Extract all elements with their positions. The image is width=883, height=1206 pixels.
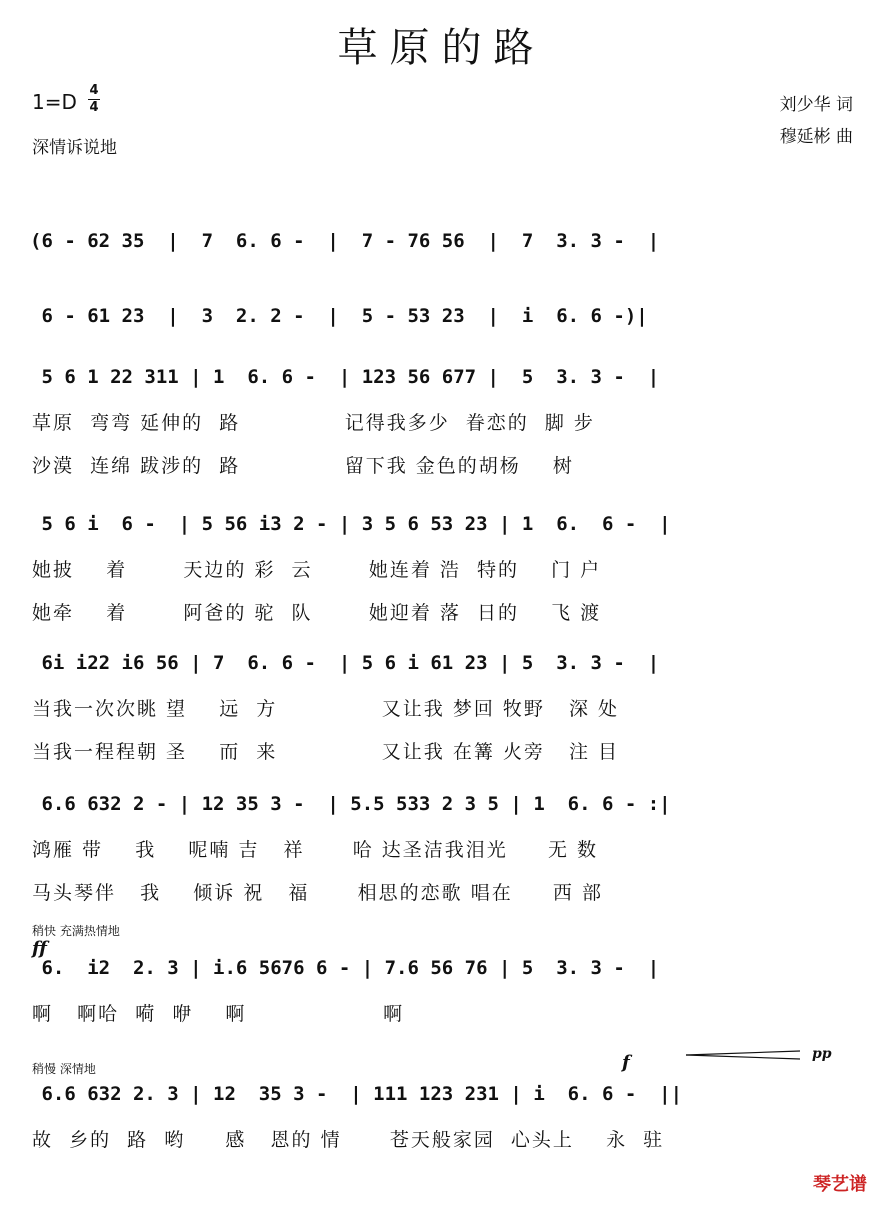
notation-row: 5 6 i 6 - | 5 56 i3 2 - | 3 5 6 53 23 | 1 6. 6 - | (30, 513, 671, 535)
composer-credit: 穆延彬 曲 (779, 127, 853, 147)
lyric-line-verse-1: 鸿雁 带 我 呢喃 吉 祥 哈 达圣洁我泪光 无 数 (32, 839, 599, 861)
notation-row: 5 6 1 22 311 | 1 6. 6 - | 123 56 677 | 5 3. 3 - | (30, 366, 660, 388)
notation-row: 6.6 632 2. 3 | 12 35 3 - | 111 123 231 | i 6. 6 - || (30, 1083, 683, 1105)
dynamic-pp: pp (812, 1046, 832, 1062)
notation-row: 6i i22 i6 56 | 7 6. 6 - | 5 6 i 61 23 | 5 3. 3 - | (30, 652, 660, 674)
lyric-line-verse-1: 啊 啊哈 嗬 咿 啊 啊 (32, 1003, 405, 1025)
tempo-mark-faster: 稍快 充满热情地 (32, 924, 120, 938)
lyric-line-verse-2: 沙漠 连绵 跋涉的 路 留下我 金色的胡杨 树 (32, 455, 574, 477)
tempo-mark-slower: 稍慢 深情地 (32, 1062, 96, 1076)
notation-row: 6.6 632 2 - | 12 35 3 - | 5.5 533 2 3 5 | 1 6. 6 - :| (30, 793, 671, 815)
dynamic-f: f (622, 1052, 630, 1073)
lyric-line-verse-2: 她牵 着 阿爸的 驼 队 她迎着 落 日的 飞 渡 (32, 602, 602, 624)
lyricist-credit: 刘少华 词 (779, 95, 853, 115)
song-title: 草原的路 (337, 25, 546, 71)
notation-row: 6. i2 2. 3 | i.6 5676 6 - | 7.6 56 76 | 5 3. 3 - | (30, 957, 660, 979)
lyric-line-verse-2: 当我一程程朝 圣 而 来 又让我 在篝 火旁 注 目 (32, 741, 620, 763)
expression-mark: 深情诉说地 (32, 138, 117, 158)
lyric-line-verse-1: 她披 着 天边的 彩 云 她连着 浩 特的 门 户 (32, 559, 602, 581)
lyric-line-verse-1: 故 乡的 路 哟 感 恩的 情 苍天般家园 心头上 永 驻 (32, 1129, 665, 1151)
time-sig-top: 4 (89, 83, 99, 98)
key-signature: 1=D (32, 90, 77, 114)
dynamic-ff: ff (32, 938, 47, 959)
lyric-line-verse-1: 草原 弯弯 延伸的 路 记得我多少 眷恋的 脚 步 (32, 412, 595, 434)
notation-row: 6 - 61 23 | 3 2. 2 - | 5 - 53 23 | i 6. 6 -)| (30, 305, 648, 327)
watermark-logo: 琴艺谱 (813, 1174, 867, 1195)
notation-row: (6 - 62 35 | 7 6. 6 - | 7 - 76 56 | 7 3. 3 - | (30, 230, 660, 252)
time-sig-bottom: 4 (89, 100, 99, 115)
lyric-line-verse-2: 马头琴伴 我 倾诉 祝 福 相思的恋歌 唱在 西 部 (32, 882, 603, 904)
lyric-line-verse-1: 当我一次次眺 望 远 方 又让我 梦回 牧野 深 处 (32, 698, 620, 720)
